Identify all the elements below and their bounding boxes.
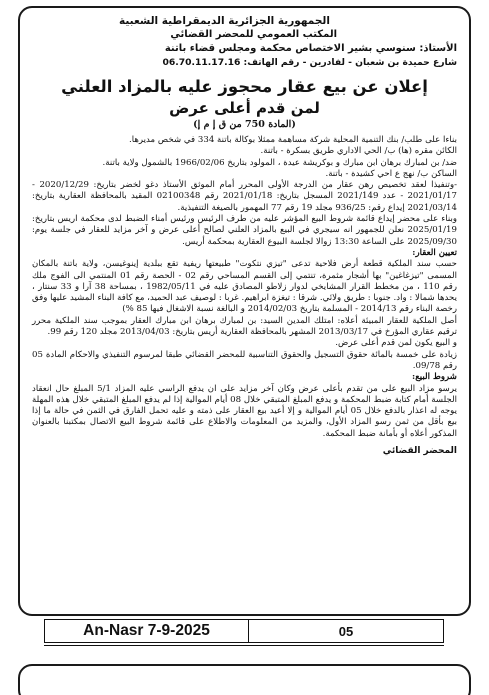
page-footer [44,619,444,643]
paragraph-applicant-address: الكائن مقره (ها) ب/ الحي الاداري طريق بسكرة - باتنة. [260,146,457,157]
section-property-heading: تعيين العقار: [412,247,457,258]
paragraph-fees: زيادة على خمسة بالمائة حقوق التسجيل والحقوق التناسبية للمحضر القضائي طبقا لمرسوم التنفيذي والاحكام المادة 05 رقم 09/78. [32,349,457,371]
legal-article: (المادة 750 من ق إ م إ) [193,119,296,130]
header-office: المكتب العمومي للمحضر القضائي [170,29,337,40]
footer-page-number: 05 [249,619,444,643]
announcement-subtitle: لمن قدم أعلى عرض [169,99,320,117]
paragraph-sale-conditions: يرسو مزاد البيع على من تقدم بأعلى عرض وكان آخر مزايد على ان يدفع الراسي عليه المزاد 5/1 المبلغ حال انعقاد الجلسة أمام كتابة ضبط المحكمة و يدفع المبلغ المتبقي خلال 08 أيام الموالية إذا لم يدفع المبلغ المتبقي خلال هذه المهلة يوجه له اعذار بالدفع خلال 05 أيام الموالية و إلا أعيد بيع العقار على ذمته و عليه تحمل الفارق في الثمن في حالة ما إذا بيع بأقل من ثمن رسو المزاد الأول، والمزيد من المعلومات والاطلاع على قائمة شروط البيع الاتصال بمكتبنا بالعنوان المذكور أعلاه أو بأمانة ضبط المحكمة. [32,383,457,439]
header-bailiff: الأستاذ: سنوسي بشير الاختصاص محكمة ومجلس قضاء باتنة [164,43,457,54]
paragraph-sale-session: وبناء على محضر إيداع قائمة شروط البيع المؤشر عليه من طرف الرئيس ورئيس أمناء الضبط لدى محكمة اريس بتاريخ: 2025/01/19 نعلن للجمهور انه سيجري في البيع بالمزاد العلني لصالح أعلى عرض و آخر مزايد للعقار في جلسة يوم: 2025/09/30 على الساعة 13:30 زوالا لجلسة البيوع العقارية بمحكمة أريس. [32,214,457,247]
header-block [32,14,457,70]
header-address: شارع حميدة بن شعبان - لفادرين - رقم الهاتف: 06.70.11.17.16 [162,57,457,68]
paragraph-debtor-address: الساكن ب/ نهج ع احي كشيدة - باتنة. [325,168,457,179]
announcement-body [32,135,457,456]
paragraph-ownership-origin: أصل الملكية للعقار المبيئة أعلاه: امتلك المدين السيد: بن لمبارك برهان ابن مبارك العقار بموجب سند الملكية محرر ترقيم عقاري المؤرخ في 2013/03/17 المشهر بالمحافظة العقارية أريس بتاريخ: 2013/04/03 مجلد 120 رقم 99. [32,315,457,338]
header-republic: الجمهورية الجزائرية الديمقراطية الشعبية [119,15,330,27]
paragraph-property-description: حسب سند الملكية قطعة أرض فلاحية تدعى "تيزي نتكوت" طبيعتها ريفية تقع ببلدية إينوغيسن، ولاية باتنة بالمكان المسمى "تيزغاغين" بها أشجار مثمرة، تنتمي إلى القسم المساحي رقم 02 - الحصة رقم 01 المنتمي الى الفوج ملك رقم 110 ، من مخطط القرار المشايخي لدوار زلاطو المصادق عليه في 1982/05/11 ، بمساحة 38 آرا و 33 سنتار ، يحدها شمالا : واد. جنوبا : طريق ولائي. شرقا : تيغزة ابراهيم. غربا : لوصيف عبد الحميد، مع كافة البناء المشيد عليها وفق رخصة البناء رقم 2014/13 - المسلمة بتاريخ 2014/02/03 و البالغة نسبة الاشغال فيها 85 %) [32,259,458,315]
paragraph-mortgage: -وتنفيذا لعقد تخصيص رهن عقار من الدرجة الأولى المحرر أمام الموثق الأستاذ دغو لخضر بتاريخ: 2020/12/29 - 2021/01/17 - عدد 2021/149 المسجل بتاريخ: 2021/01/18 رقم 02100348 المقيد بالمحافظة العقارية بتاريخ: 2021/03/14 إيداع رقم: 936/25 مجلد 19 رقم 77 المهمور بالصيغة التنفيذية. [32,180,458,213]
paragraph-debtor: ضد/ بن لمبارك برهان ابن مبارك و بوكريشة عيدة ، المولود بتاريخ 1966/02/06 بالشمول ولاية باتنة. [102,157,457,168]
footer-date: An-Nasr 7-9-2025 [44,619,249,643]
announcement-title: إعلان عن بيع عقار محجوز عليه بالمزاد العلني [61,77,428,96]
announcement-frame [18,6,471,616]
paragraph-highest-bid: و البيع يكون لمن قدم أعلى عرض. [335,338,457,349]
signature: المحضر القضائي [382,446,457,457]
section-sale-conditions-heading: شروط البيع: [412,372,457,383]
paragraph-applicant: بناءا على طلب/ بنك التنمية المحلية شركة مساهمة ممثلا بوكالة باتنة 334 في شخص مديرها. [129,135,457,145]
footer-rule [44,645,444,659]
next-announcement-frame [18,664,471,695]
